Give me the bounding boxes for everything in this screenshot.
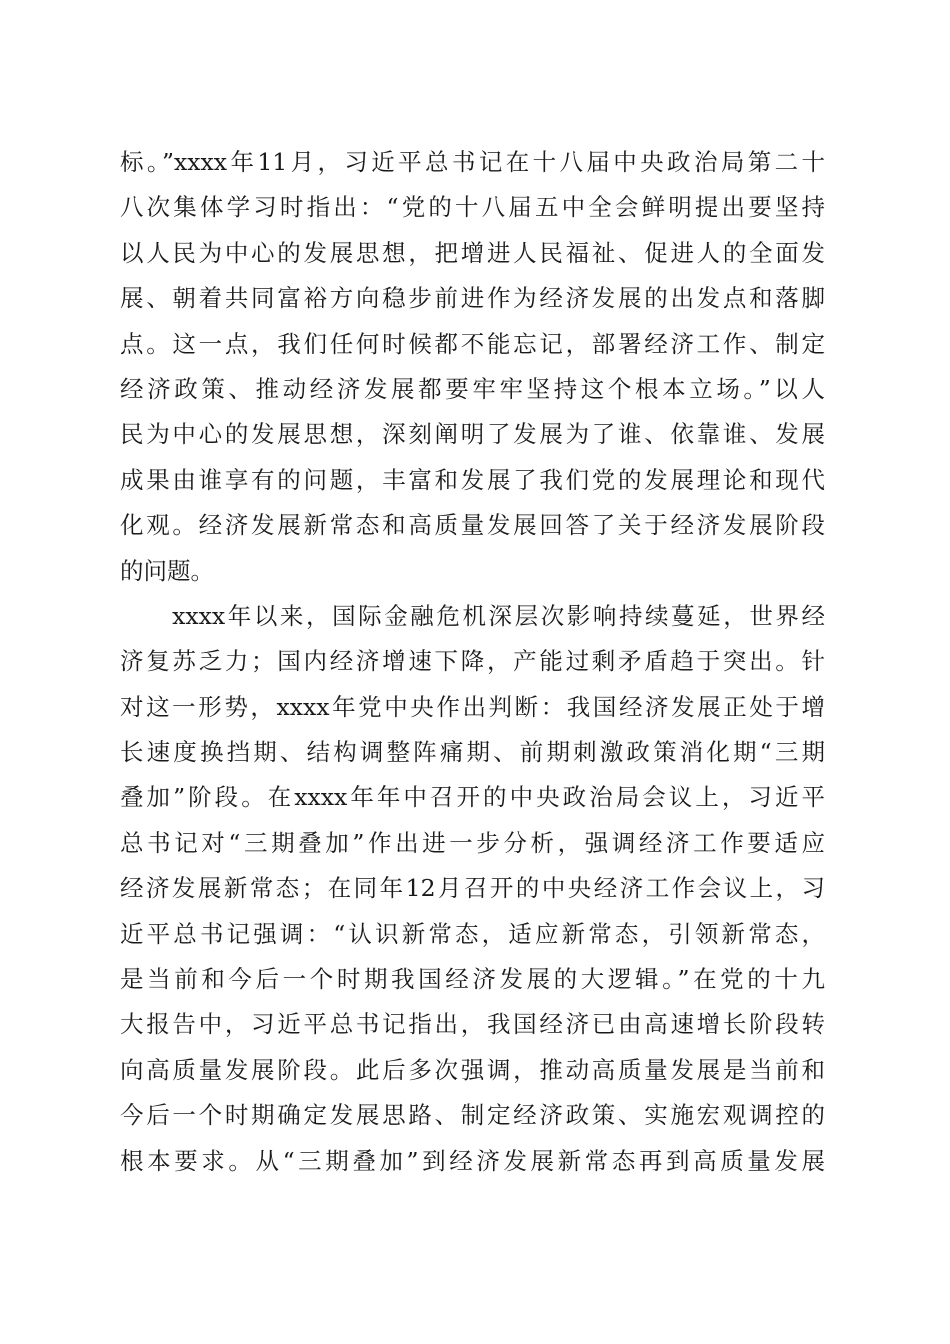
- text-line: 经济发展新常态；在同年12月召开的中央经济工作会议上，习: [120, 874, 825, 903]
- text-line: 的问题。: [120, 556, 214, 585]
- text-line: 成果由谁享有的问题，丰富和发展了我们党的发展理论和现代: [120, 465, 825, 494]
- text-line: 总书记对“三期叠加”作出进一步分析，强调经济工作要适应: [120, 828, 825, 857]
- text-line: 点。这一点，我们任何时候都不能忘记，部署经济工作、制定: [120, 329, 825, 358]
- text-line: 向高质量发展阶段。此后多次强调，推动高质量发展是当前和: [120, 1055, 825, 1084]
- text-line: 展、朝着共同富裕方向稳步前进作为经济发展的出发点和落脚: [120, 284, 825, 313]
- text-line: 大报告中，习近平总书记指出，我国经济已由高速增长阶段转: [120, 1010, 825, 1039]
- body-text: [120, 140, 825, 1184]
- text-line: 八次集体学习时指出：“党的十八届五中全会鲜明提出要坚持: [120, 193, 825, 222]
- text-line: 以人民为中心的发展思想，把增进人民福祉、促进人的全面发: [120, 238, 825, 267]
- text-line: xxxx年以来，国际金融危机深层次影响持续蔓延，世界经: [120, 601, 825, 630]
- text-line: 经济政策、推动经济发展都要牢牢坚持这个根本立场。”以人: [120, 374, 825, 403]
- text-line: 标。”xxxx年11月，习近平总书记在十八届中央政治局第二十: [120, 148, 825, 176]
- text-line: 根本要求。从“三期叠加”到经济发展新常态再到高质量发展: [120, 1146, 825, 1175]
- text-line: 化观。经济发展新常态和高质量发展回答了关于经济发展阶段: [120, 511, 825, 540]
- text-line: 民为中心的发展思想，深刻阐明了发展为了谁、依靠谁、发展: [120, 420, 825, 449]
- text-line: 长速度换挡期、结构调整阵痛期、前期刺激政策消化期“三期: [120, 738, 825, 767]
- text-line: 今后一个时期确定发展思路、制定经济政策、实施宏观调控的: [120, 1101, 825, 1130]
- text-line: 近平总书记强调：“认识新常态，适应新常态，引领新常态，: [120, 919, 825, 948]
- text-line: 对这一形势，xxxx年党中央作出判断：我国经济发展正处于增: [120, 692, 825, 721]
- text-line: 是当前和今后一个时期我国经济发展的大逻辑。”在党的十九: [120, 965, 825, 994]
- text-line: 叠加”阶段。在xxxx年年中召开的中央政治局会议上，习近平: [120, 783, 825, 812]
- text-line: 济复苏乏力；国内经济增速下降，产能过剩矛盾趋于突出。针: [120, 647, 825, 676]
